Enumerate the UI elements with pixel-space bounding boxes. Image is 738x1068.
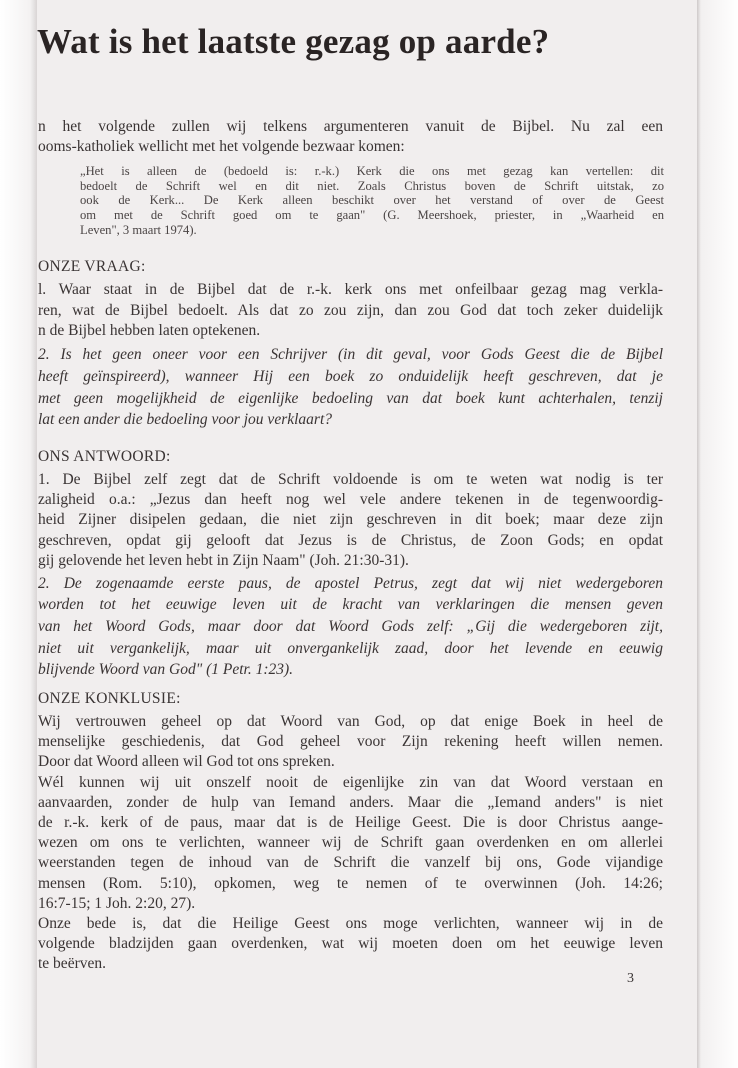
konklusie-line: aanvaarden, zonder de hulp van Iemand anders. Maar die „Iemand anders" is niet [38,794,663,811]
konklusie-line: Onze bede is, dat die Heilige Geest ons moge verlichten, wanneer wij in de [38,915,663,932]
quote-line: om met de Schrift goed om te gaan" (G. Meershoek, priester, in „Waarheid en [80,208,664,222]
konklusie-line: Wij vertrouwen geheel op dat Woord van God, op dat enige Boek in heel de [38,713,663,730]
quote-line: Leven", 3 maart 1974). [80,223,197,237]
konklusie-line: 16:7-15; 1 Joh. 2:20, 27). [38,895,196,912]
konklusie-line: Wél kunnen wij uit onszelf nooit de eigenlijke zin van dat Woord verstaan en [38,774,663,791]
konklusie-line: weerstanden tegen de inhoud van de Schrift die vanzelf bij ons, Gode vijandige [38,854,663,871]
antwoord-line: worden tot het eeuwige leven uit de kracht van verklaringen die mensen geven [38,596,663,613]
konklusie-line: Door dat Woord alleen wil God tot ons spreken. [38,753,335,770]
konklusie-line: volgende bladzijden gaan overdenken, wat wij moeten doen om het eeuwige leven [38,935,663,952]
konklusie-line: wezen om ons te verlichten, wanneer wij de Schrift gaan overdenken en om allerlei [38,834,663,851]
konklusie-line: de r.-k. kerk of de paus, maar dat is de Heilige Geest. Die is door Christus aange- [38,814,663,831]
antwoord-line: 1. De Bijbel zelf zegt dat de Schrift voldoende is om te weten wat nodig is ter [38,471,663,488]
vraag-line: heeft geïnspireerd), wanneer Hij een boek zo onduidelijk heeft geschreven, dat je [38,368,663,385]
antwoord-line: van het Woord Gods, maar door dat Woord Gods zelf: „Gij die wedergeboren zijt, [38,618,663,635]
section-heading-konklusie: ONZE KONKLUSIE: [38,690,181,707]
konklusie-line: te beërven. [38,955,106,972]
quote-line: bedoelt de Schrift wel en dit niet. Zoals Christus boven de Schrift uitstak, zo [80,179,664,193]
section-heading-antwoord: ONS ANTWOORD: [38,448,171,465]
antwoord-line: blijvende Woord van God" (1 Petr. 1:23). [38,661,294,678]
page-right-edge [697,0,738,1068]
intro-line: ooms-katholiek wellicht met het volgende bezwaar komen: [38,138,405,155]
vraag-line: met geen mogelijkheid de eigenlijke bedoeling van dat boek kunt achterhalen, tenzij [38,390,663,407]
konklusie-line: menselijke geschiedenis, dat God geheel voor Zijn rekening heeft willen nemen. [38,733,663,750]
antwoord-line: geschreven, opdat gij gelooft dat Jezus is de Christus, de Zoon Gods; en opdat [38,532,663,549]
antwoord-line: niet uit vergankelijk, maar uit onvergankelijk zaad, door het levende en eeuwig [38,640,663,657]
vraag-line: 2. Is het geen oneer voor een Schrijver (in dit geval, voor Gods Geest die de Bijbel [38,346,663,363]
konklusie-line: mensen (Rom. 5:10), opkomen, weg te nemen of te overwinnen (Joh. 14:26; [38,875,663,892]
vraag-line: ren, wat de Bijbel bedoelt. Als dat zo zou zijn, dan zou God dat toch zeker duidelijk [38,302,663,319]
page-number: 3 [627,971,634,986]
vraag-line: l. Waar staat in de Bijbel dat de r.-k. kerk ons met onfeilbaar gezag mag verkla- [38,281,663,298]
quote-line: „Het is alleen de (bedoeld is: r.-k.) Kerk die ons met gezag kan vertellen: dit [80,164,664,178]
antwoord-line: zaligheid o.a.: „Jezus dan heeft nog wel vele andere tekenen in de tegenwoordig- [38,491,663,508]
quote-line: ook de Kerk... De Kerk alleen beschikt over het verstand of over de Geest [80,193,664,207]
antwoord-line: heid Zijner disipelen gedaan, die niet zijn geschreven in dit boek; maar deze zijn [38,511,663,528]
vraag-line: n de Bijbel hebben laten optekenen. [38,322,261,339]
antwoord-line: gij gelovende het leven hebt in Zijn Naam" (Joh. 21:30-31). [38,552,409,569]
intro-line: n het volgende zullen wij telkens argumenteren vanuit de Bijbel. Nu zal een [38,118,663,135]
vraag-line: lat een ander die bedoeling voor jou verklaart? [38,411,333,428]
section-heading-vraag: ONZE VRAAG: [38,258,146,275]
page-left-edge [0,0,37,1068]
antwoord-line: 2. De zogenaamde eerste paus, de apostel Petrus, zegt dat wij niet wedergeboren [38,575,663,592]
page-title: Wat is het laatste gezag op aarde? [37,22,550,61]
